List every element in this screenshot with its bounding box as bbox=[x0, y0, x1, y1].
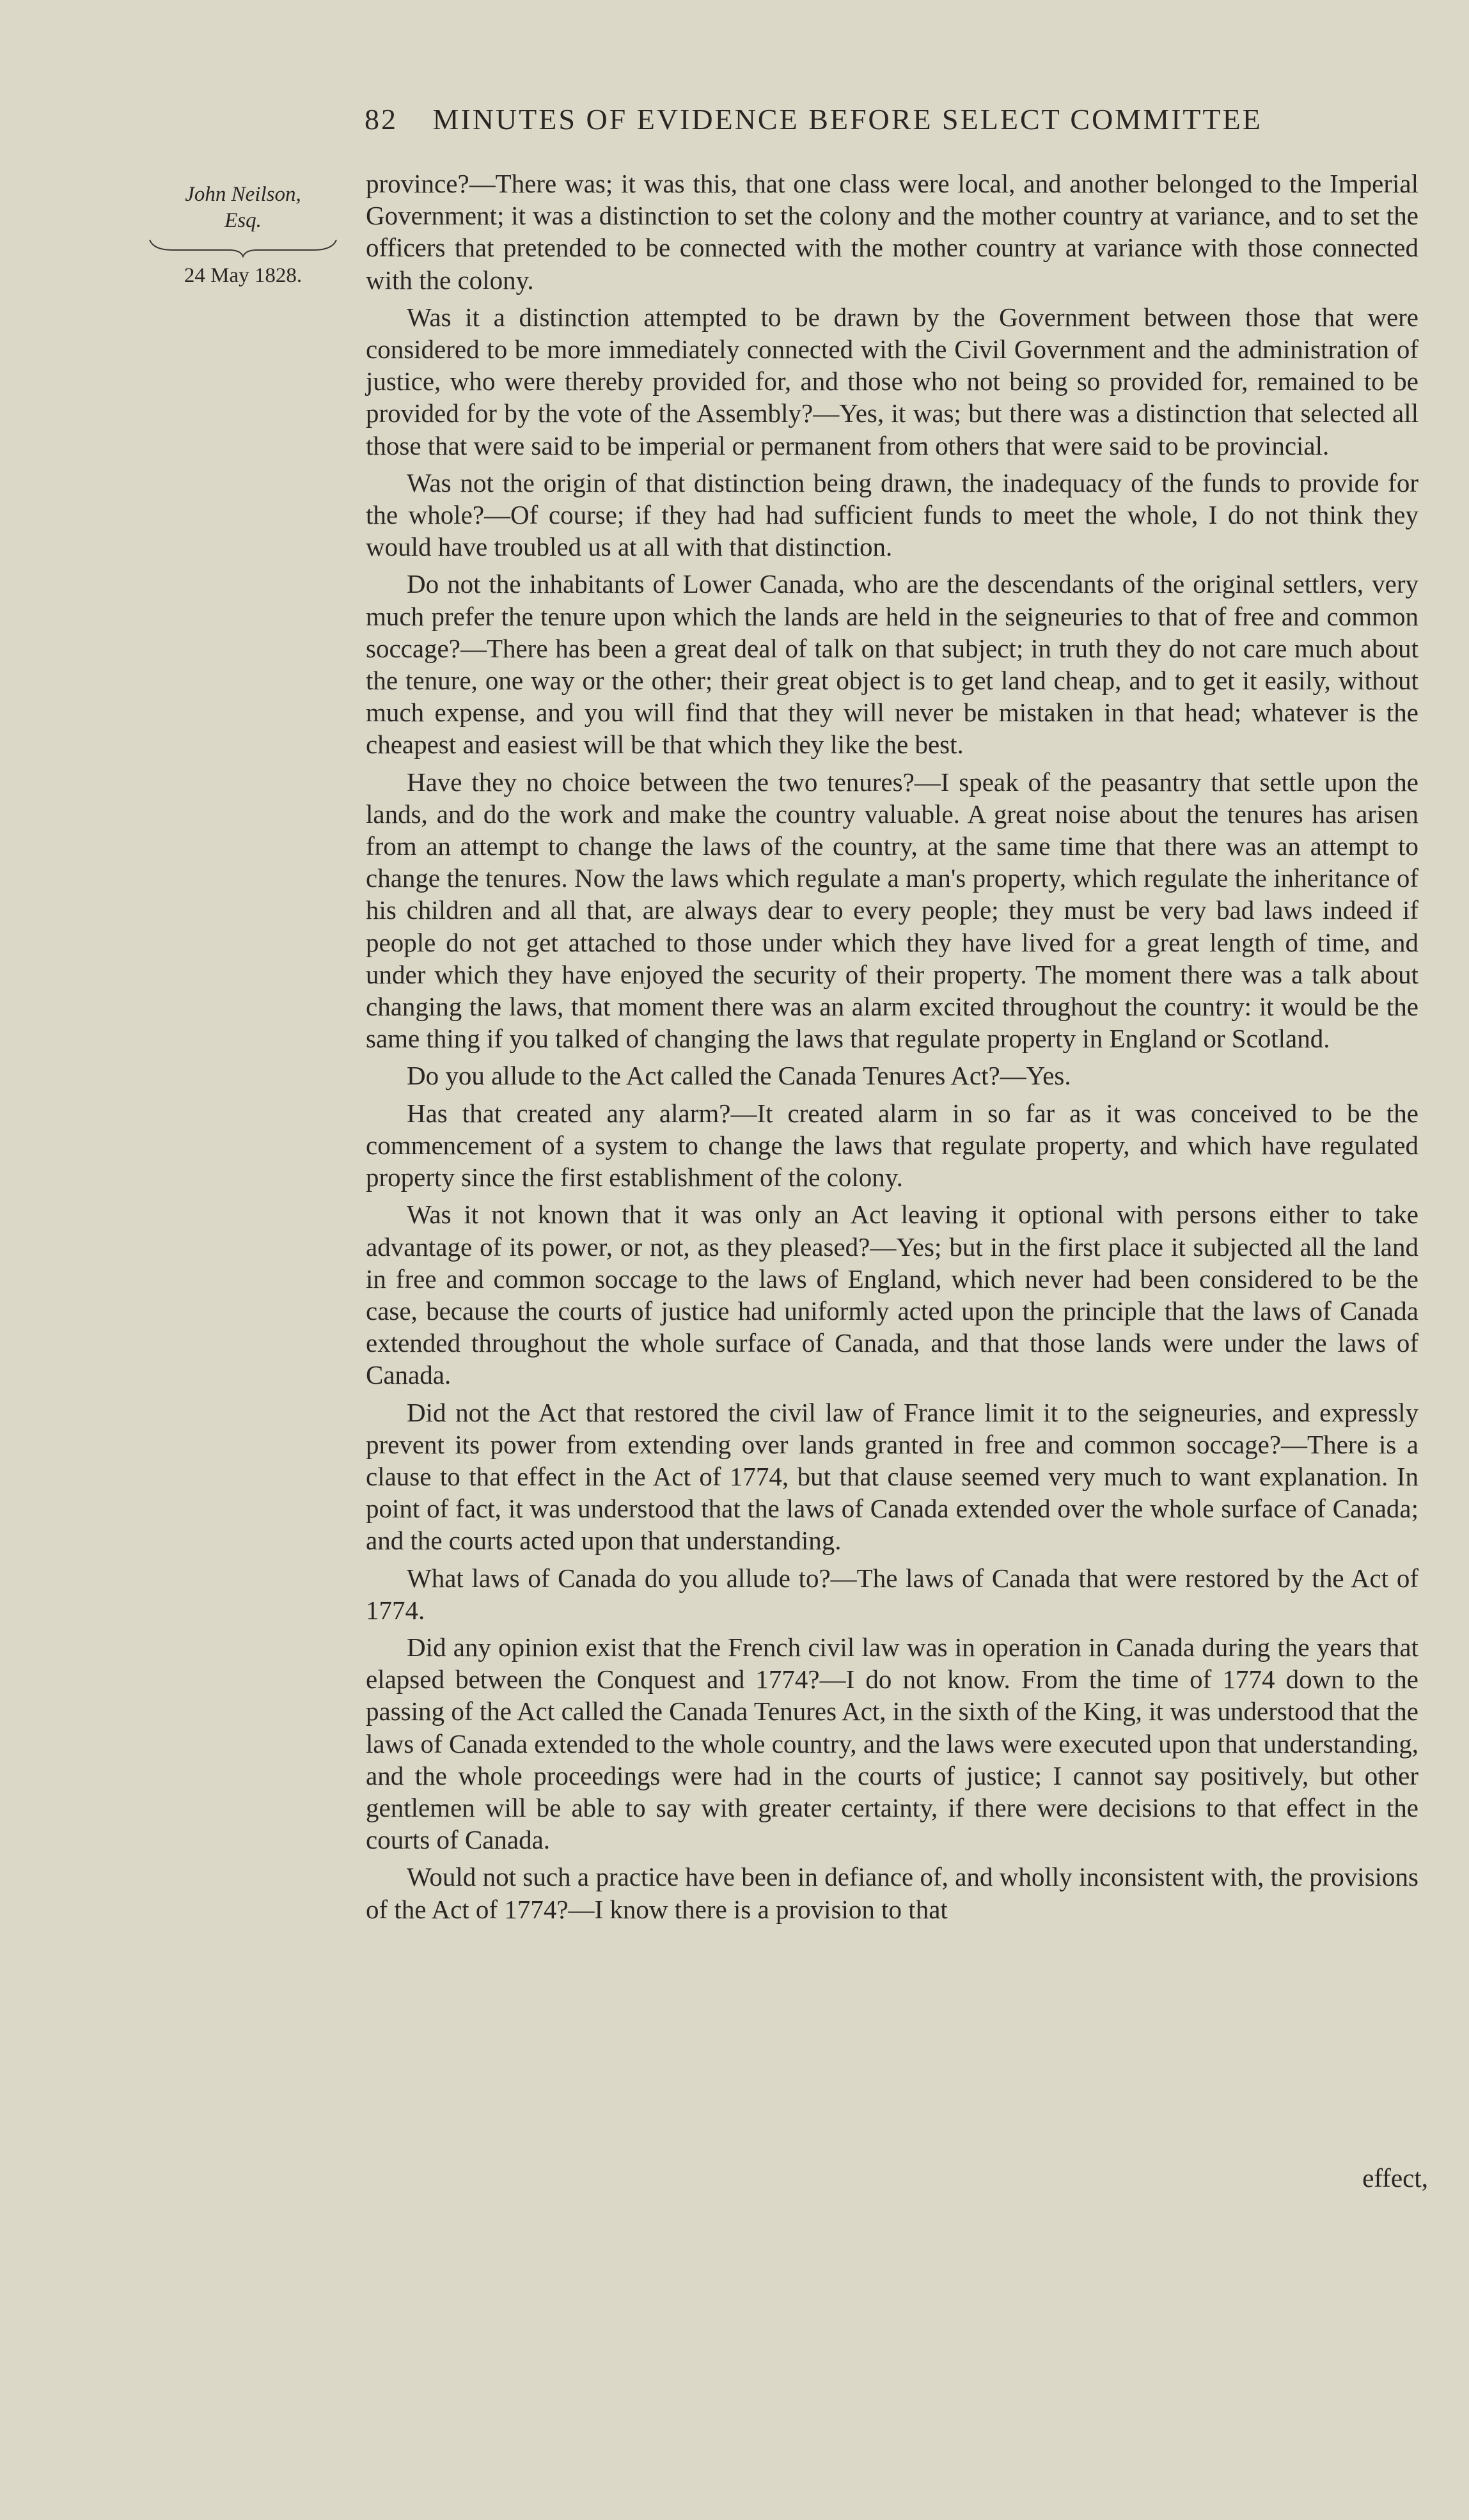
paragraph: Was it a distinction attempted to be drawn by the Government between those that were considered to be more immediately connected with the Civil Government and the administration of justice, who were thereby provided for, and those who not being so provided for, remained to be provided for by the vote of the Assembly?—Yes, it was; but there was a distinction that selected all those that were said to be imperial or permanent from others that were said to be provincial. bbox=[366, 302, 1418, 460]
paragraph: Was it not known that it was only an Act leaving it optional with persons either to take advantage of its power, or not, as they pleased?—Yes; but in the first place it subjected all the land in free and common soccage to the laws of England, which never had been considered to be the case, because the courts of justice had uniformly acted upon the principle that the laws of Canada extended throughout the whole surface of Canada, and that those lands were under the laws of Canada. bbox=[366, 1200, 1418, 1390]
paragraph: Did any opinion exist that the French civil law was in operation in Canada during the years that elapsed between the Conquest and 1774?—I do not know. From the time of 1774 down to the passing of the Act called the Canada Tenures Act, in the sixth of the King, it was understood that the laws of Canada extended to the whole country, and the laws were executed upon that understanding, and the whole proceedings were had in the courts of justice; I cannot say positively, but other gentlemen will be able to say with greater certainty, if there were decisions to that effect in the courts of Canada. bbox=[366, 1632, 1418, 1855]
witness-name: John Neilson, bbox=[185, 183, 301, 206]
page-header bbox=[365, 102, 1426, 136]
paragraph: Do you allude to the Act called the Canada Tenures Act?—Yes. bbox=[407, 1061, 1071, 1091]
evidence-text bbox=[366, 168, 1418, 1925]
paragraph: Do not the inhabitants of Lower Canada, who are the descendants of the original settlers, very much prefer the tenure upon which the lands are held in the seigneuries to that of free and common soccage?—There has been a great deal of talk on that subject; in truth they do not care much about the tenure, one way or the other; their great object is to get land cheap, and to get it easily, without much expense, and you will find that they will never be mistaken in that head; whatever is the cheapest and easiest will be that which they like the best. bbox=[366, 569, 1418, 760]
margin-note bbox=[137, 182, 349, 289]
testimony-date: 24 May 1828. bbox=[184, 263, 302, 287]
paragraph: Have they no choice between the two tenures?—I speak of the peasantry that settle upon the lands, and do the work and make the country valuable. A great noise about the tenures has arisen from an attempt to change the laws of the country, at the same time that there was an attempt to change the tenures. Now the laws which regulate a man's property, which regulate the inheritance of his children and all that, are always dear to every people; they must be very bad laws indeed if people do not get attached to those under which they have lived for a great length of time, and under which they have enjoyed the security of their property. The moment there was a talk about changing the laws, that moment there was an alarm excited throughout the country: it would be the same thing if you talked of changing the laws that regulate property in England or Scotland. bbox=[366, 767, 1418, 1054]
paragraph: province?—There was; it was this, that one class were local, and another belonged to the Imperial Government; it was a distinction to set the colony and the mother country at variance, and to set the officers that pretended to be connected with the mother country at variance with those connected with the colony. bbox=[366, 169, 1418, 295]
witness-title: Esq. bbox=[224, 209, 262, 233]
paragraph: Would not such a practice have been in defiance of, and wholly inconsistent with, the provisions of the Act of 1774?—I know there is a provision to that bbox=[366, 1862, 1418, 1924]
paragraph: What laws of Canada do you allude to?—The laws of Canada that were restored by the Act of 1774. bbox=[366, 1563, 1418, 1625]
margin-brace bbox=[147, 235, 339, 259]
paragraph: Did not the Act that restored the civil law of France limit it to the seigneuries, and expressly prevent its power from extending over lands granted in free and common soccage?—There is a clause to that effect in the Act of 1774, but that clause seemed very much to want explanation. In point of fact, it was understood that the laws of Canada extended over the whole surface of Canada; and the courts acted upon that understanding. bbox=[366, 1397, 1418, 1556]
paragraph: Was not the origin of that distinction being drawn, the inadequacy of the funds to provide for the whole?—Of course; if they had had sufficient funds to meet the whole, I do not think they would have troubled us at all with that distinction. bbox=[366, 467, 1418, 562]
catchword: effect, bbox=[1362, 2163, 1428, 2193]
running-title: MINUTES OF EVIDENCE BEFORE SELECT COMMITTEE bbox=[432, 103, 1262, 136]
paragraph: Has that created any alarm?—It created alarm in so far as it was conceived to be the commencement of a system to change the laws that regulate property, and which have regulated property since the first establishment of the colony. bbox=[366, 1098, 1418, 1193]
page-number: 82 bbox=[365, 103, 398, 136]
